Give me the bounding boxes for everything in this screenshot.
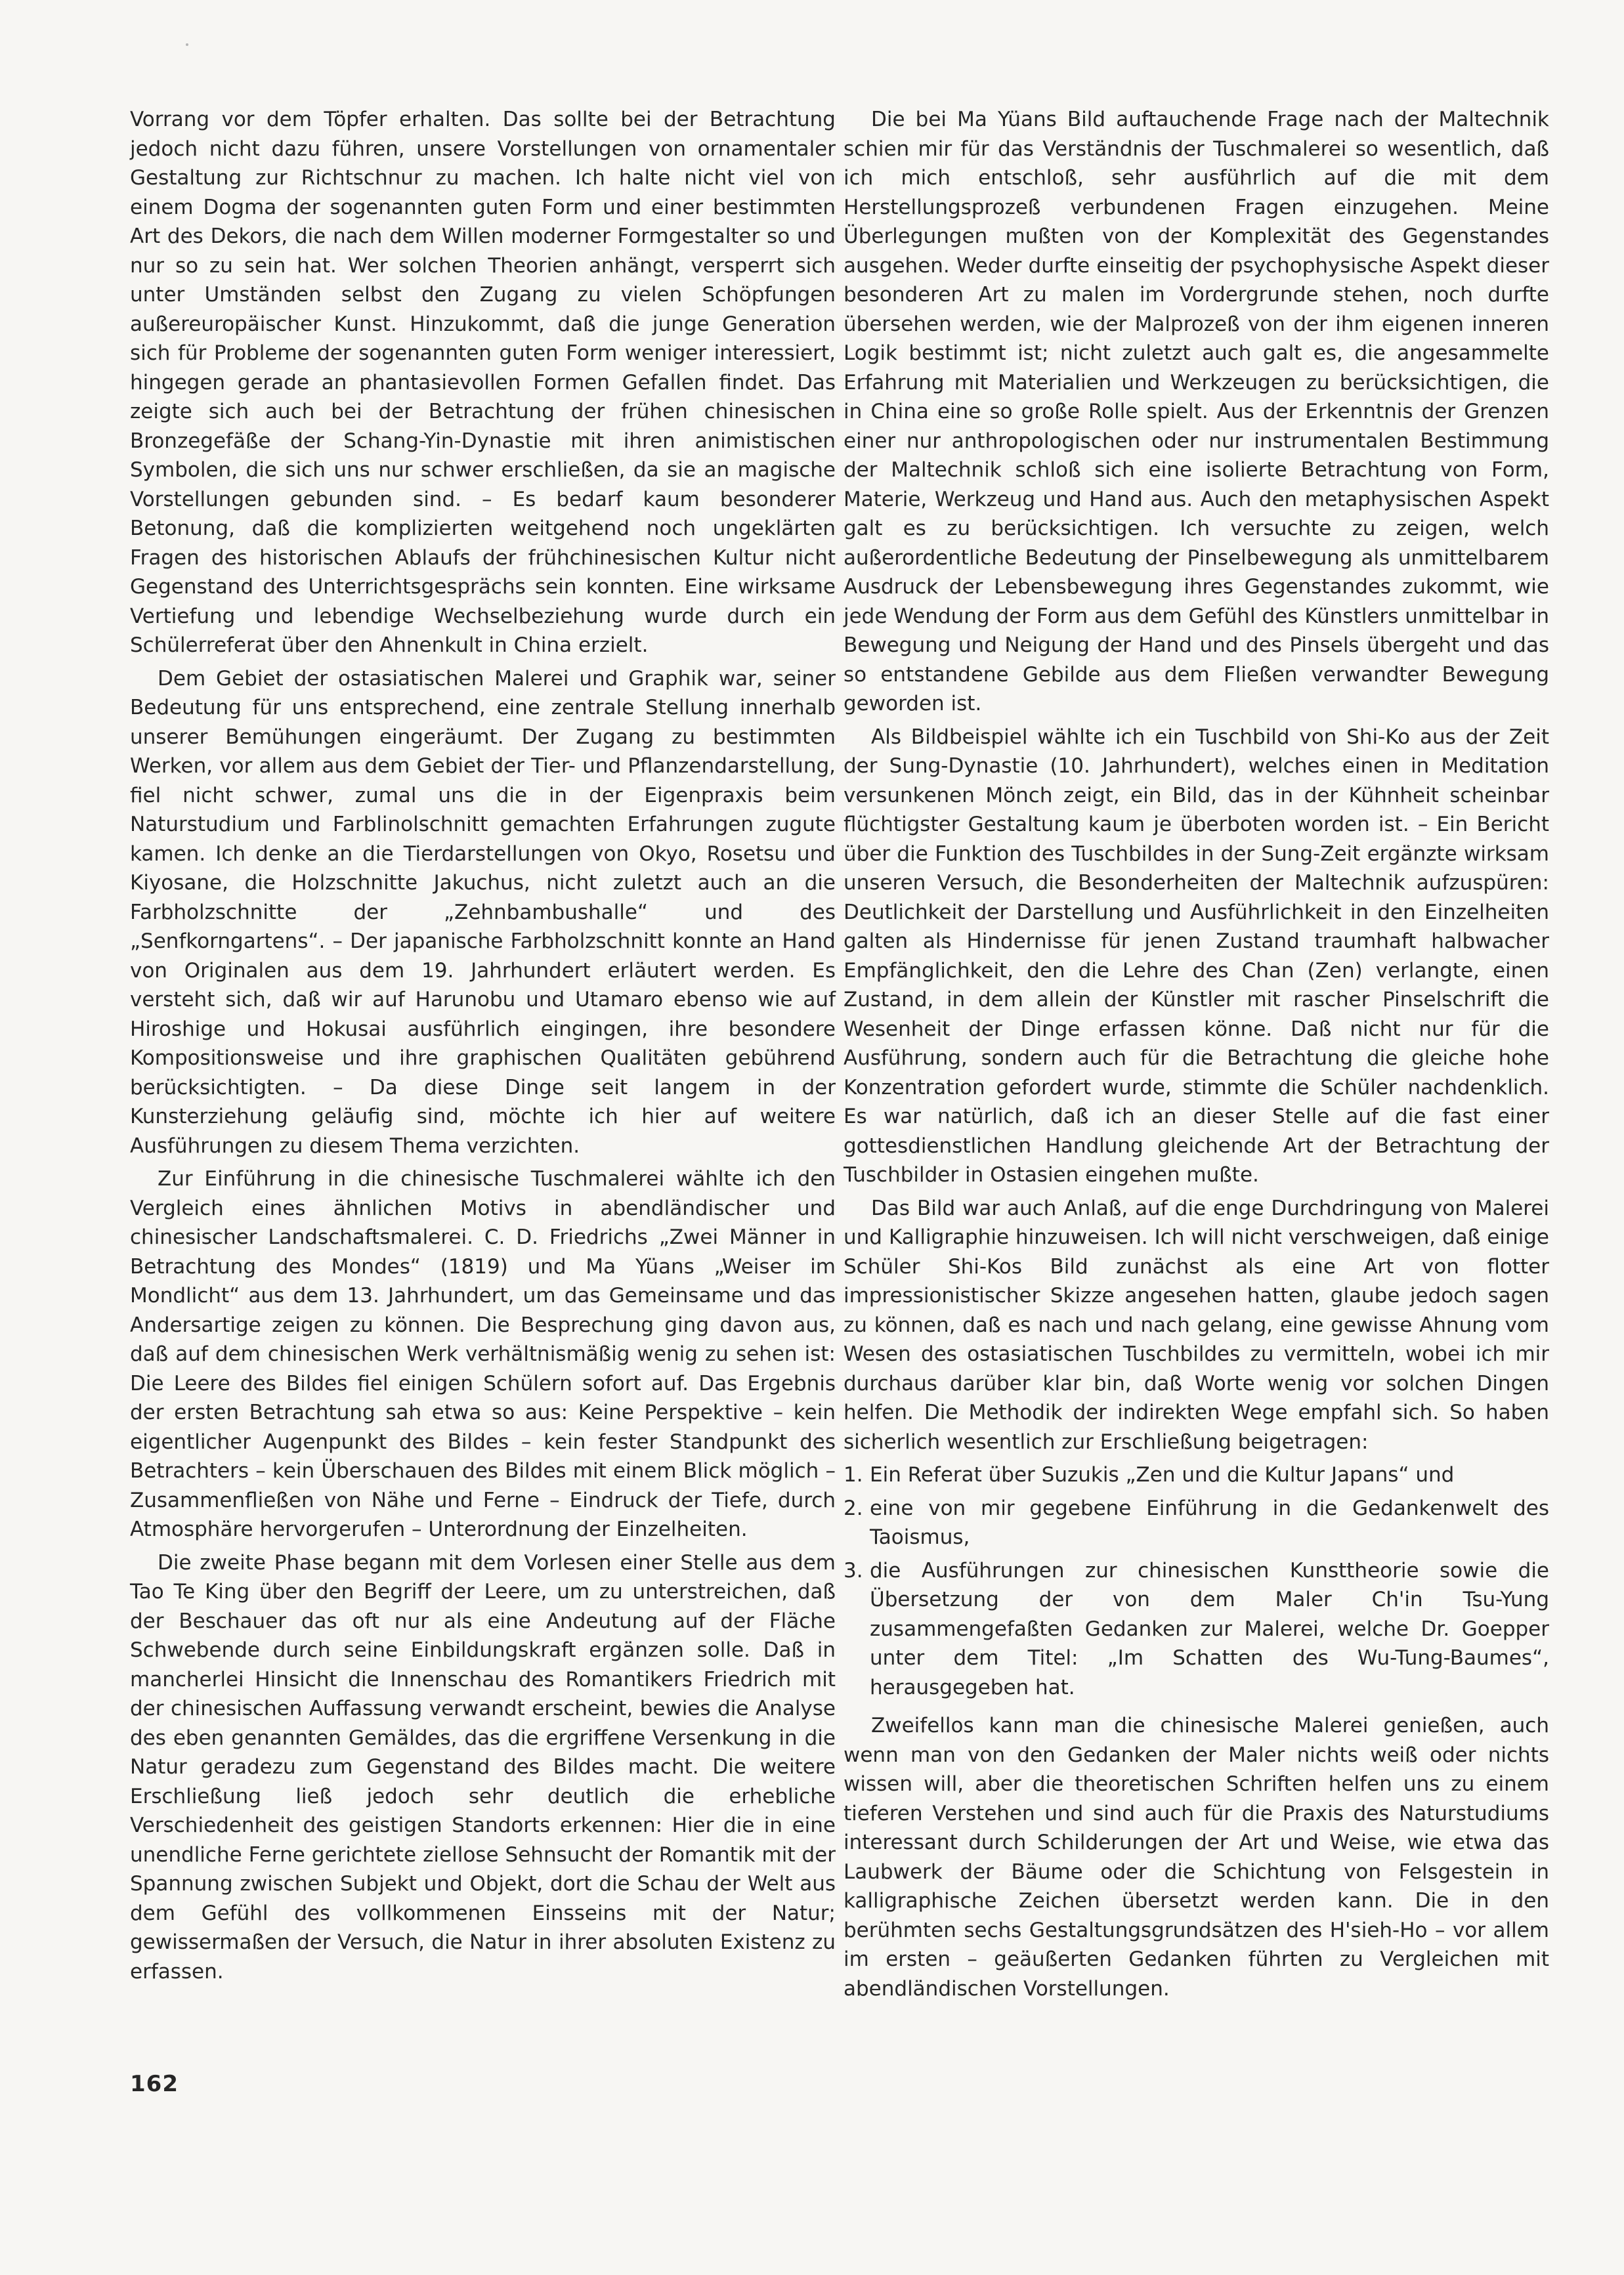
paragraph: Die zweite Phase begann mit dem Vorlesen einer Stelle aus dem Tao Te King über den Begriff der Leere, um zu unterstreichen, daß der Beschauer das oft nur als eine Andeutung auf der Fläche Schwebende durch seine Einbildungskraft ergänzen solle. Daß in mancherlei Hinsicht die Innenschau des Romantikers Friedrich mit der chinesischen Auffassung verwandt erscheint, bewies die Analyse des eben genannten Gemäldes, das die ergriffene Versenkung in die Natur geradezu zum Gegenstand des Bildes macht. Die weitere Erschließung ließ jedoch sehr deutlich die erhebliche Verschiedenheit des geistigen Standorts erkennen: Hier die in eine unendliche Ferne gerichtete ziellose Sehnsucht der Romantik mit der Spannung zwischen Subjekt und Objekt, dort die Schau der Welt aus dem Gefühl des vollkommenen Einsseins mit der Natur; gewissermaßen der Versuch, die Natur in ihrer absoluten Existenz zu erfassen. [130, 1550, 836, 1984]
list-item-text: Ein Referat über Suzukis „Zen und die Kultur Japans“ und [870, 1463, 1455, 1487]
list-item-text: die Ausführungen zur chinesischen Kunsttheorie sowie die Übersetzung der von dem Maler Ch'in Tsu-Yung zusammengefaßten Gedanken zur Malerei, welche Dr. Goepper unter dem Titel: „Im Schatten des Wu-Tung-Baumes“, herausgegeben hat. [870, 1558, 1549, 1699]
paragraph: Als Bildbeispiel wählte ich ein Tuschbild von Shi-Ko aus der Zeit der Sung-Dynastie (10. Jahrhundert), welches einen in Meditation versunkenen Mönch zeigt, ein Bild, das in der Kühnheit scheinbar flüchtigster Gestaltung kaum je überboten worden ist. – Ein Bericht über die Funktion des Tuschbildes in der Sung-Zeit ergänzte wirksam unseren Versuch, die Besonderheiten der Maltechnik aufzuspüren: Deutlichkeit der Darstellung und Ausführlichkeit in den Einzelheiten galten als Hindernisse für jenen Zustand traumhaft halbwacher Empfänglichkeit, den die Lehre des Chan (Zen) verlangte, einen Zustand, in dem allein der Künstler mit rascher Pinselschrift die Wesenheit der Dinge erfassen könne. Daß nicht nur für die Ausführung, sondern auch für die Betrachtung die gleiche hohe Konzentration gefordert wurde, stimmte die Schüler nachdenklich. Es war natürlich, daß ich an dieser Stelle auf die fast einer gottesdienstlichen Handlung gleichende Art der Betrachtung der Tuschbilder in Ostasien eingehen mußte. [844, 725, 1549, 1187]
paragraph: Zur Einführung in die chinesische Tuschmalerei wählte ich den Vergleich eines ähnlichen Motivs in abendländischer und chinesischer Landschaftsmalerei. C. D. Friedrichs „Zwei Männer in Betrachtung des Mondes“ (1819) und Ma Yüans „Weiser im Mondlicht“ aus dem 13. Jahrhundert, um das Gemeinsame und das Andersartige zeigen zu können. Die Besprechung ging davon aus, daß auf dem chinesischen Werk verhältnismäßig wenig zu sehen ist: Die Leere des Bildes fiel einigen Schülern sofort auf. Das Ergebnis der ersten Betrachtung sah etwa so aus: Keine Perspektive – kein eigentlicher Augenpunkt des Bildes – kein fester Standpunkt des Betrachters – kein Überschauen des Bildes mit einem Blick möglich – Zusammenfließen von Nähe und Ferne – Eindruck der Tiefe, durch Atmosphäre hervorgerufen – Unterordnung der Einzelheiten. [130, 1167, 836, 1541]
paragraph: Vorrang vor dem Töpfer erhalten. Das sollte bei der Betrachtung jedoch nicht dazu führen, unsere Vorstellungen von ornamentaler Gestaltung zur Richtschnur zu machen. Ich halte nicht viel von einem Dogma der sogenannten guten Form und einer bestimmten Art des Dekors, die nach dem Willen moderner Formgestalter so und nur so zu sein hat. Wer solchen Theorien anhängt, versperrt sich unter Umständen selbst den Zugang zu vielen Schöpfungen außereuropäischer Kunst. Hinzukommt, daß die junge Generation sich für Probleme der sogenannten guten Form weniger interessiert, hingegen gerade an phantasievollen Formen Gefallen findet. Das zeigte sich auch bei der Betrachtung der frühen chinesischen Bronzegefäße der Schang-Yin-Dynastie mit ihren animistischen Symbolen, die sich uns nur schwer erschließen, da sie an magische Vorstellungen gebunden sind. – Es bedarf kaum besonderer Betonung, daß die komplizierten weitgehend noch ungeklärten Fragen des historischen Ablaufs der frühchinesischen Kultur nicht Gegenstand des Unterrichtsgesprächs sein konnten. Eine wirksame Vertiefung und lebendige Wechselbeziehung wurde durch ein Schülerreferat über den Ahnenkult in China erzielt. [130, 108, 836, 657]
numbered-list [844, 1460, 1549, 1702]
right-column [844, 105, 1549, 2007]
list-item [844, 1556, 1549, 1703]
list-item-text: eine von mir gegebene Einführung in die Gedankenwelt des Taoismus, [870, 1496, 1549, 1549]
print-speck [186, 43, 188, 46]
paragraph: Das Bild war auch Anlaß, auf die enge Durchdringung von Malerei und Kalligraphie hinzuweisen. Ich will nicht verschweigen, daß einige Schüler Shi-Kos Bild zunächst als eine Art von flotter impressionistischer Skizze angesehen hatten, glaube jedoch sagen zu können, daß es nach und nach gelang, eine gewisse Ahnung vom Wesen des ostasiatischen Tuschbildes zu vermitteln, wobei ich mir durchaus darüber klar bin, daß Worte wenig vor solchen Dingen helfen. Die Methodik der indirekten Wege empfahl sich. So haben sicherlich wesentlich zur Erschließung beigetragen: [844, 1196, 1549, 1454]
list-item [844, 1494, 1549, 1552]
page-number: 162 [130, 2071, 179, 2097]
paragraph: Zweifellos kann man die chinesische Malerei genießen, auch wenn man von den Gedanken der Maler nichts weiß oder nichts wissen will, aber die theoretischen Schriften helfen uns zu einem tieferen Verstehen und sind auch für die Praxis des Naturstudiums interessant durch Schilderungen der Art und Weise, wie etwa das Laubwerk der Bäume oder die Schichtung von Felsgestein in kalligraphische Zeichen übersetzt werden kann. Die in den berühmten sechs Gestaltungsgrundsätzen des H'sieh-Ho – vor allem im ersten – geäußerten Gedanken führten zu Vergleichen mit abendländischen Vorstellungen. [844, 1714, 1549, 2001]
left-column [130, 105, 836, 1990]
list-number: 1. [844, 1463, 863, 1487]
list-number: 2. [844, 1496, 863, 1520]
paragraph: Dem Gebiet der ostasiatischen Malerei und Graphik war, seiner Bedeutung für uns entsprechend, eine zentrale Stellung innerhalb unserer Bemühungen eingeräumt. Der Zugang zu bestimmten Werken, vor allem aus dem Gebiet der Tier- und Pflanzendarstellung, fiel nicht schwer, zumal uns die in der Eigenpraxis beim Naturstudium und Farblinolschnitt gemachten Erfahrungen zugute kamen. Ich denke an die Tierdarstellungen von Okyo, Rosetsu und Kiyosane, die Holzschnitte Jakuchus, nicht zuletzt auch an die Farbholzschnitte der „Zehnbambushalle“ und des „Senfkorngartens“. – Der japanische Farbholzschnitt konnte an Hand von Originalen aus dem 19. Jahrhundert erläutert werden. Es versteht sich, daß wir auf Harunobu und Utamaro ebenso wie auf Hiroshige und Hokusai ausführlich eingingen, ihre besondere Kompositionsweise und ihre graphischen Qualitäten gebührend berücksichtigten. – Da diese Dinge seit langem in der Kunsterziehung geläufig sind, möchte ich hier auf weitere Ausführungen zu diesem Thema verzichten. [130, 666, 836, 1158]
list-number: 3. [844, 1558, 863, 1583]
paragraph: Die bei Ma Yüans Bild auftauchende Frage nach der Maltechnik schien mir für das Verständnis der Tuschmalerei so wesentlich, daß ich mich entschloß, sehr ausführlich auf die mit dem Herstellungsprozeß verbundenen Fragen einzugehen. Meine Überlegungen mußten von der Komplexität des Gegenstandes ausgehen. Weder durfte einseitig der psychophysische Aspekt dieser besonderen Art zu malen im Vordergrunde stehen, noch durfte übersehen werden, wie der Malprozeß von der ihm eigenen inneren Logik bestimmt ist; nicht zuletzt auch galt es, die angesammelte Erfahrung mit Materialien und Werkzeugen zu berücksichtigen, die in China eine so große Rolle spielt. Aus der Erkenntnis der Grenzen einer nur anthropologischen oder nur instrumentalen Bestimmung der Maltechnik schloß sich eine isolierte Betrachtung von Form, Materie, Werkzeug und Hand aus. Auch den metaphysischen Aspekt galt es zu berücksichtigen. Ich versuchte zu zeigen, welch außerordentliche Bedeutung der Pinselbewegung als unmittelbarem Ausdruck der Lebensbewegung ihres Gegenstandes zukommt, wie jede Wendung der Form aus dem Gefühl des Künstlers unmittelbar in Bewegung und Neigung der Hand und des Pinsels übergeht und das so entstandene Gebilde aus dem Fließen verwandter Bewegung geworden ist. [844, 108, 1549, 715]
list-item [844, 1460, 1549, 1490]
